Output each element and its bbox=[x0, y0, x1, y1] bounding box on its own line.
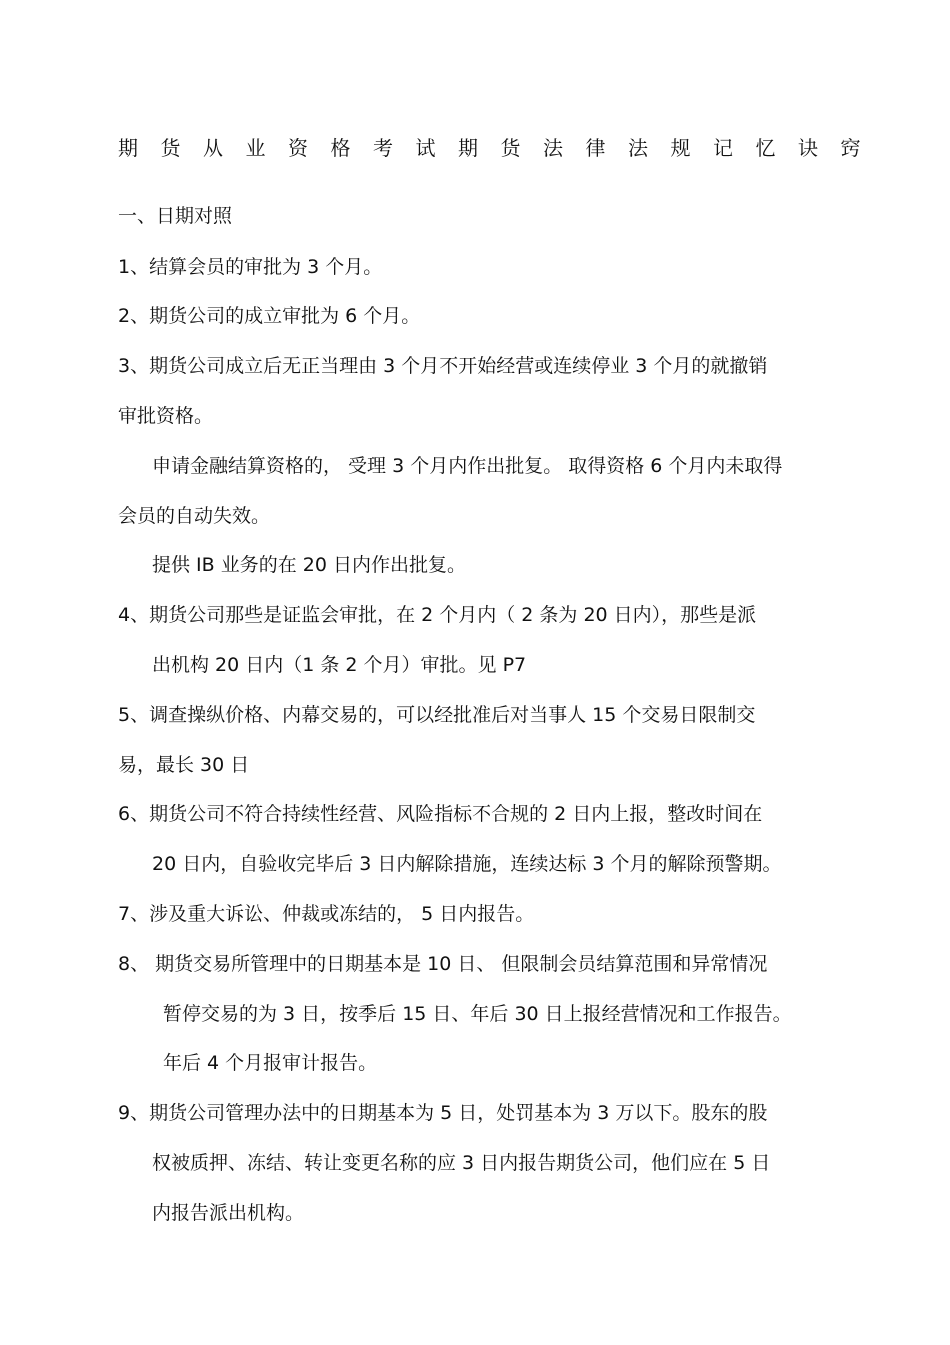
paragraph-line: 7、涉及重大诉讼、仲裁或冻结的， 5 日内报告。 bbox=[118, 903, 535, 925]
paragraph-line: 出机构 20 日内（1 条 2 个月）审批。见 P7 bbox=[152, 654, 527, 676]
paragraph-line: 易，最长 30 日 bbox=[118, 754, 250, 776]
document-title: 期货从业资格考试期货法律法规记忆诀窍 bbox=[118, 136, 883, 160]
paragraph-line: 内报告派出机构。 bbox=[152, 1202, 305, 1224]
paragraph-line: 8、 期货交易所管理中的日期基本是 10 日、 但限制会员结算范围和异常情况 bbox=[118, 953, 768, 975]
paragraph-line: 1、结算会员的审批为 3 个月。 bbox=[118, 256, 383, 278]
paragraph-line: 会员的自动失效。 bbox=[118, 505, 271, 527]
section-heading: 一、日期对照 bbox=[118, 205, 233, 227]
paragraph-line: 20 日内，自验收完毕后 3 日内解除措施，连续达标 3 个月的解除预警期。 bbox=[152, 853, 782, 875]
paragraph-line: 提供 IB 业务的在 20 日内作出批复。 bbox=[152, 554, 466, 576]
paragraph-line: 暂停交易的为 3 日，按季后 15 日、年后 30 日上报经营情况和工作报告。 bbox=[163, 1003, 792, 1025]
paragraph-line: 年后 4 个月报审计报告。 bbox=[163, 1052, 378, 1074]
paragraph-line: 9、期货公司管理办法中的日期基本为 5 日，处罚基本为 3 万以下。股东的股 bbox=[118, 1102, 768, 1124]
paragraph-line: 6、期货公司不符合持续性经营、风险指标不合规的 2 日内上报，整改时间在 bbox=[118, 803, 763, 825]
paragraph-line: 5、调查操纵价格、内幕交易的，可以经批准后对当事人 15 个交易日限制交 bbox=[118, 704, 756, 726]
paragraph-line: 3、期货公司成立后无正当理由 3 个月不开始经营或连续停业 3 个月的就撤销 bbox=[118, 355, 768, 377]
paragraph-line: 审批资格。 bbox=[118, 405, 214, 427]
paragraph-line: 申请金融结算资格的， 受理 3 个月内作出批复。 取得资格 6 个月内未取得 bbox=[152, 455, 783, 477]
paragraph-line: 2、期货公司的成立审批为 6 个月。 bbox=[118, 305, 421, 327]
paragraph-line: 权被质押、冻结、转让变更名称的应 3 日内报告期货公司，他们应在 5 日 bbox=[152, 1152, 771, 1174]
paragraph-line: 4、期货公司那些是证监会审批，在 2 个月内（ 2 条为 20 日内），那些是派 bbox=[118, 604, 757, 626]
